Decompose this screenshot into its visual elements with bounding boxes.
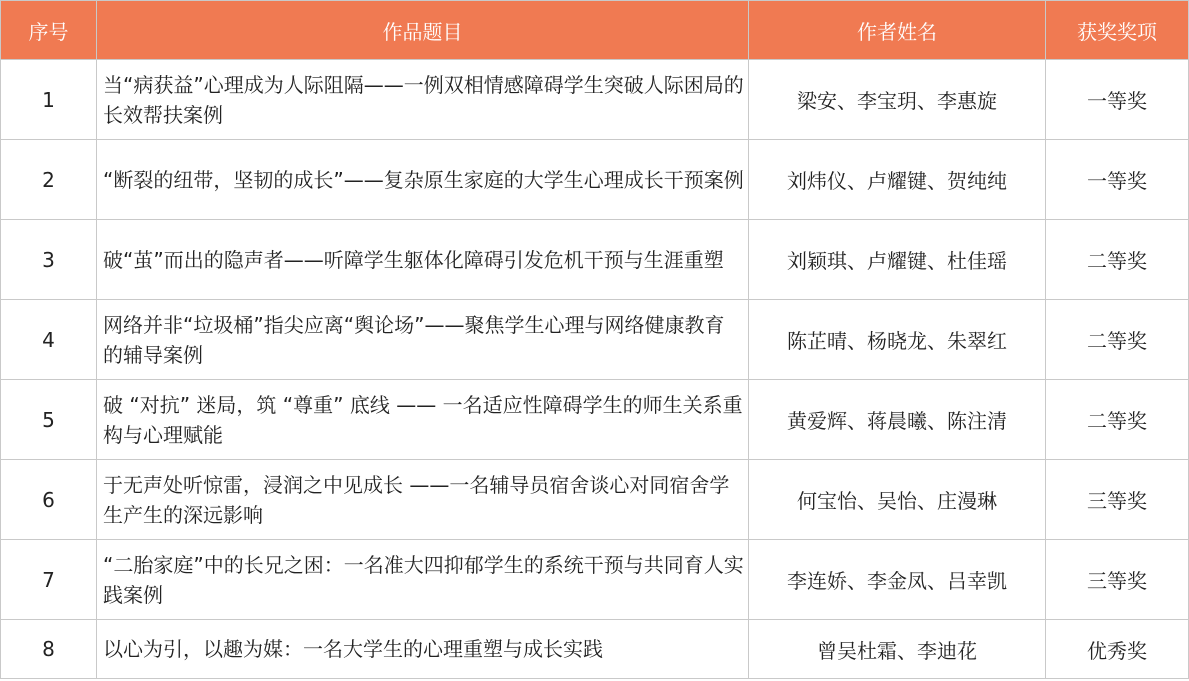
row-authors: 陈芷晴、杨晓龙、朱翠红 [749,300,1046,380]
row-authors: 梁安、李宝玥、李惠旋 [749,60,1046,140]
row-authors: 黄爱辉、蒋晨曦、陈注清 [749,380,1046,460]
row-authors: 曾吴杜霜、李迪花 [749,620,1046,679]
row-title: 破 “对抗” 迷局，筑 “尊重” 底线 —— 一名适应性障碍学生的师生关系重构与心理赋能 [97,380,749,460]
row-number: 6 [1,460,97,540]
table-header [1,1,1189,60]
table-row [1,60,1189,140]
table-row [1,220,1189,300]
table-row [1,380,1189,460]
row-number: 3 [1,220,97,300]
header-authors: 作者姓名 [749,1,1046,60]
row-title: 当“病获益”心理成为人际阻隔——一例双相情感障碍学生突破人际困局的长效帮扶案例 [97,60,749,140]
row-number: 7 [1,540,97,620]
header-row [1,1,1189,60]
row-title: 以心为引，以趣为媒：一名大学生的心理重塑与成长实践 [97,620,749,679]
row-authors: 李连娇、李金凤、吕幸凯 [749,540,1046,620]
row-title: “二胎家庭”中的长兄之困：一名准大四抑郁学生的系统干预与共同育人实践案例 [97,540,749,620]
header-award: 获奖奖项 [1046,1,1189,60]
table-body [1,60,1189,679]
row-authors: 刘颖琪、卢耀键、杜佳瑶 [749,220,1046,300]
row-award: 三等奖 [1046,540,1189,620]
row-award: 二等奖 [1046,220,1189,300]
row-award: 优秀奖 [1046,620,1189,679]
row-number: 2 [1,140,97,220]
row-award: 一等奖 [1046,140,1189,220]
row-award: 二等奖 [1046,380,1189,460]
table-row [1,540,1189,620]
row-title: “断裂的纽带，坚韧的成长”——复杂原生家庭的大学生心理成长干预案例 [97,140,749,220]
row-title: 破“茧”而出的隐声者——听障学生躯体化障碍引发危机干预与生涯重塑 [97,220,749,300]
row-award: 一等奖 [1046,60,1189,140]
row-authors: 何宝怡、吴怡、庄漫琳 [749,460,1046,540]
row-title: 网络并非“垃圾桶”指尖应离“舆论场”——聚焦学生心理与网络健康教育的辅导案例 [97,300,749,380]
row-number: 1 [1,60,97,140]
row-award: 二等奖 [1046,300,1189,380]
header-number: 序号 [1,1,97,60]
row-number: 8 [1,620,97,679]
row-title: 于无声处听惊雷，浸润之中见成长 ——一名辅导员宿舍谈心对同宿舍学生产生的深远影响 [97,460,749,540]
table-row [1,620,1189,679]
row-number: 5 [1,380,97,460]
row-authors: 刘炜仪、卢耀键、贺纯纯 [749,140,1046,220]
table-row [1,300,1189,380]
row-number: 4 [1,300,97,380]
row-award: 三等奖 [1046,460,1189,540]
table-row [1,140,1189,220]
header-title: 作品题目 [97,1,749,60]
table-row [1,460,1189,540]
